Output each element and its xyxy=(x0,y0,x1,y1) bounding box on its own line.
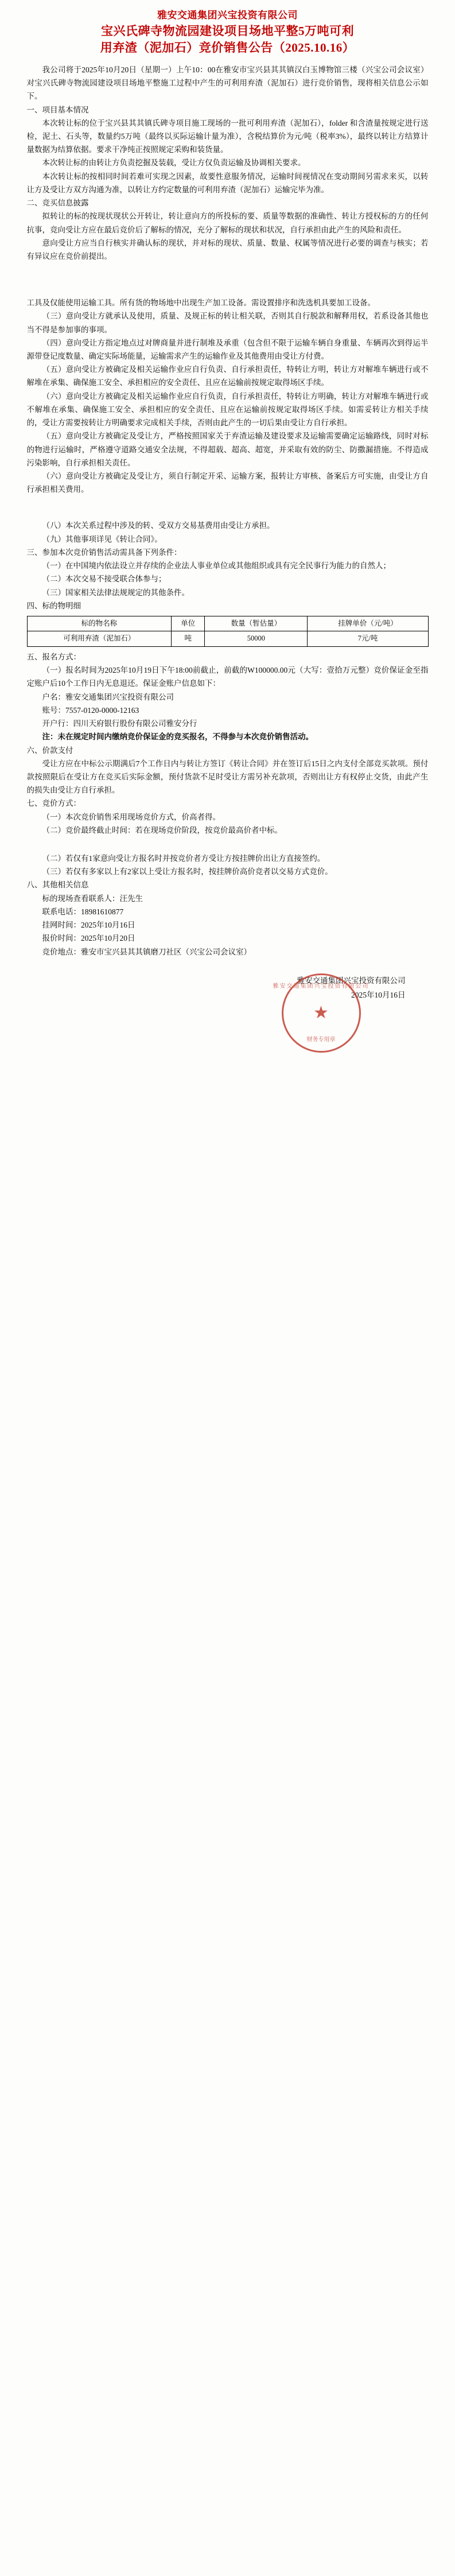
table-cell-unit: 吨 xyxy=(172,631,205,647)
contact-section-heading: 八、其他相关信息 xyxy=(26,880,89,890)
tail-paragraph-2: （九）其他事项详见《转让合同》。 xyxy=(42,534,162,544)
document-sheet xyxy=(27,6,429,1146)
table-cell-price: 7元/吨 xyxy=(308,631,428,647)
seal-inner-text: 财务专用章 xyxy=(306,1036,336,1043)
signature-date: 2025年10月16日 xyxy=(351,991,406,1000)
tail-paragraph-4: （一）在中国境内依法设立并存续的企业法人事业单位或其他组织或具有完全民事行为能力的自然人； xyxy=(42,561,391,571)
table-header-cell-1: 单位 xyxy=(172,616,205,631)
signature-area xyxy=(27,973,429,1077)
document-body xyxy=(27,63,429,959)
table-cell-quantity: 50000 xyxy=(205,631,308,647)
table-header-row xyxy=(27,616,428,631)
tail-paragraph-3: 三、参加本次竞价销售活动需具备下列条件： xyxy=(26,548,182,557)
section-1-paragraph-3: 本次转让标的按相同时间若难可实现之因素，故要性意服务情况，运输时间视情况在变动期间另需求来买，以转让方及受让方双方沟通为准，以转让方约定数量的可利用弃渣（泥加石）运输完毕为准。 xyxy=(26,172,429,194)
publish-date: 挂网时间：2025年10月16日 xyxy=(42,921,135,930)
company-seal-icon xyxy=(273,973,370,1053)
intro-paragraph: 我公司将于2025年10月20日（星期一）上午10：00在雅安市宝兴县其其镇汉白玉博物馆三楼（兴宝公司会议室）对宝兴氏碑寺物流园建设项目场地平整施工过程中产生的可利用弃渣（泥加石）进行竞价销售，现将相关信息公示如下。 xyxy=(26,65,429,101)
seal-top-text: 雅安交通集团兴宝投资有限公司 xyxy=(273,983,370,990)
payment-section-heading: 六、价款支付 xyxy=(26,746,73,755)
bid-method-paragraph-2: （二）竞价最终截止时间：若在现场竞价阶段，按竞价最高价者中标。 xyxy=(42,825,282,835)
section-heading-1: 一、项目基本情况 xyxy=(26,105,89,114)
payment-section-paragraph-1: 受让方应在中标公示期满后7个工作日内与转让方签订《转让合同》并在签订后15日之内支付全部竞买款项。预付款按照限后在受让方在竞买后实际金额，预付货款不足时受让方需另补充款项，否则出让方有权停止交货，由此产生的损失由受让方自行承担。 xyxy=(26,759,429,795)
price-section-paragraph-1: （一）报名时间为2025年10月19日下午18:00前截止，前截的W100000.00元（大写：壹拾万元整）竞价保证金至指定账户后10个工作日内无息退还。保证金账户信息如下： xyxy=(26,666,429,688)
bid-method-paragraph-1: （一）本次竞价销售采用现场竞价方式，价高者得。 xyxy=(42,812,220,821)
bid-method-paragraph-4: （三）若仅有多家以上有2家以上受让方报名时，按挂牌价高价竞者以交易方式竞价。 xyxy=(42,867,333,876)
middle-paragraph-6: （五）意向受让方被确定及受让方，严格按照国家关于弃渣运输及建设要求及运输需要确定运输路线，同时对标的物进行运输时，严格遵守道路交通安全法规，不得超载、超高、超宽，并采取有效的防尘、防撒漏措施。不得造成污染影响，自行承担相关责任。 xyxy=(26,432,429,467)
price-section-account-number: 账号：7557-0120-0000-12163 xyxy=(42,705,139,715)
price-section-account-name: 户名：雅安交通集团兴宝投资有限公司 xyxy=(42,692,174,701)
table-row xyxy=(27,631,428,647)
tail-paragraph-1: （八）本次关系过程中涉及的转、受双方交易基费用由受让方承担。 xyxy=(42,521,275,530)
seal-star-icon: ★ xyxy=(313,1003,329,1022)
standard-table xyxy=(27,616,429,647)
tail-paragraph-5: （二）本次交易不接受联合体参与； xyxy=(42,575,166,584)
signature-company: 雅安交通集团兴宝投资有限公司 xyxy=(297,976,406,985)
price-section-bank: 开户行：四川天府银行股份有限公司雅安分行 xyxy=(42,719,197,728)
document-title xyxy=(27,6,429,56)
table-header-cell-2: 数量（暂估量） xyxy=(205,616,308,631)
price-section-heading: 五、报名方式： xyxy=(26,652,81,661)
bid-method-paragraph-3: （二）若仅有1家意向受让方报名时并按竞价者方受让方按挂牌价出让方直接签约。 xyxy=(42,854,325,863)
tail-paragraph-6: （三）国家相关法律法规规定的其他条件。 xyxy=(42,588,189,597)
price-section-note: 注：未在规定时间内缴纳竞价保证金的竞买报名，不得参与本次竞价销售活动。 xyxy=(42,732,313,742)
tail-paragraph-7: 四、标的物明细 xyxy=(26,601,81,610)
bid-date: 报价时间：2025年10月20日 xyxy=(42,934,135,943)
section-heading-2: 二、竞买信息披露 xyxy=(26,199,89,208)
section-1-paragraph-2: 本次转让标的由转让方负责挖掘及装载，受让方仅负责运输及协调相关要求。 xyxy=(42,158,306,168)
bid-method-heading: 七、竞价方式： xyxy=(26,799,81,808)
contact-phone: 联系电话：18981610877 xyxy=(42,907,124,916)
table-header-cell-0: 标的物名称 xyxy=(27,616,172,631)
title-line-3: 用弃渣（泥加石）竞价销售公告（2025.10.16） xyxy=(100,41,355,55)
middle-paragraph-4: （五）意向受让方被确定及相关运输作业应自行负责、自行承担责任，特转让方明，转让方对解堆车辆进行或不解堆在承集、确保施工安全、承担相应的安全责任、且应在运输前按规定取得场区手续。 xyxy=(26,365,429,387)
title-line-1: 雅安交通集团兴宝投资有限公司 xyxy=(157,10,298,21)
section-1-paragraph-1: 本次转让标的位于宝兴县其其镇氏碑寺项目施工现场的一批可利用弃渣（泥加石），folder 和含渣量按规定进行送检，泥土、石头等，数量约5万吨（最终以买际运输计量为准），含税结算价为元/吨（税率3%），最终以转让方结算计量数据为结算依据。要求干净纯正按照规定采购和装货量。 xyxy=(26,118,429,154)
table-header-cell-3: 挂牌单价（元/吨） xyxy=(308,616,428,631)
contact-person: 标的现场查看联系人：汪先生 xyxy=(42,894,143,903)
section-2-paragraph-2: 意向受让方应当自行核实并确认标的现状，并对标的现状、质量、数量、权属等情况进行必要的调查与核实；若有异议应在竞价前提出。 xyxy=(26,238,429,261)
middle-paragraph-7: （六）意向受让方被确定及受让方，须自行制定开采、运输方案，报转让方审核、备案后方可实施，由受让方自行承担相关费用。 xyxy=(26,472,429,494)
title-line-2: 宝兴氏碑寺物流园建设项目场地平整5万吨可利 xyxy=(101,24,354,38)
section-2-paragraph-1: 拟转让的标的按现状现状公开转让，转让意向方的所投标的要、质量等数据的准确性、转让方授权标的方的任何抗事，竞向受让方应在最后竞价后了解标的情况，充分了解标的现状和状况，自行承担由此产生的风险和责任。 xyxy=(26,212,429,234)
table-cell-name: 可利用弃渣（泥加石） xyxy=(27,631,172,647)
middle-paragraph-3: （四）意向受让方指定地点过对牌商量并进行制堆及承重（包含但不限于运输车辆自身重量、车辆再次到得运半源带登记度数量、确定实际场能量，运输需求产生的运输作业及其他费用由受让方付费。 xyxy=(26,338,429,361)
middle-paragraph-2: （三）意向受让方就承认及使用，质量、及规正标的转让相关联，否则其自行脱款和解释用权，若系设备其他也当不得是参加事的事项。 xyxy=(26,312,429,334)
bid-location: 竞价地点：雅安市宝兴县其其镇磨刀社区（兴宝公司会议室） xyxy=(42,947,251,956)
middle-paragraph-1: 工具及仅能使用运输工具。所有货的物场地中出现生产加工设备。需设置排序和洗选机具要加工设备。 xyxy=(26,298,375,308)
middle-paragraph-5: （六）意向受让方被确定及相关运输作业应自行负责，自行承担责任，特转让方明确，转让方对解堆车辆进行或不解堆在承集、确保施工安全、承担相应的安全责任、且应在运输前按规定取得场区手续。如需妥转让方相关手续的，受让方需要按转让方明确要求完成相关手续，否则由此产生的一切后果由受让方自行承担。 xyxy=(26,391,429,428)
